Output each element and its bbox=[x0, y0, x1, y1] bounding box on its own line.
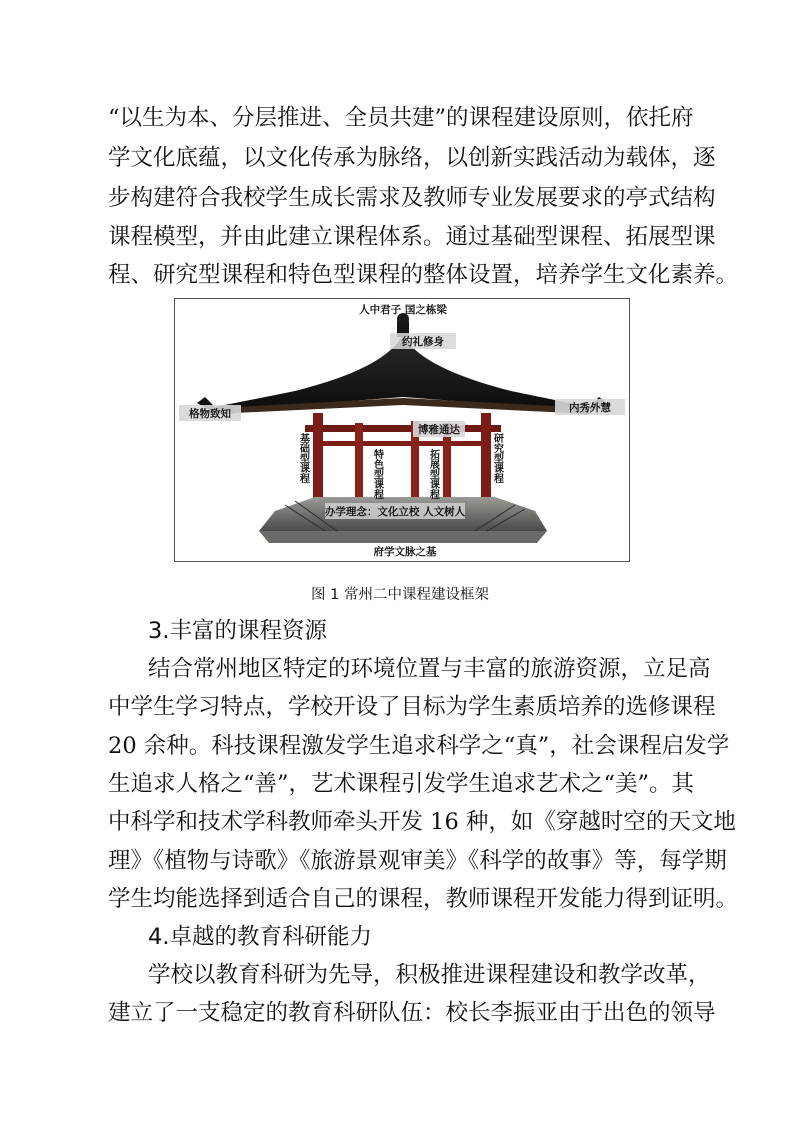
label-pillar-special: 特色型课程 bbox=[371, 449, 383, 499]
label-motto: 办学理念：文化立校 人文树人 bbox=[324, 506, 466, 518]
paragraph-line: “以生为本、分层推进、全员共建”的课程建设原则，依托府 bbox=[108, 105, 694, 131]
paragraph-line: 20 余种。科技课程激发学生追求科学之“真”，社会课程启发学 bbox=[108, 733, 730, 759]
label-beam: 博雅通达 bbox=[418, 424, 460, 436]
paragraph-line: 步构建符合我校学生成长需求及教师专业发展要求的亭式结构 bbox=[108, 185, 716, 211]
label-base: 府学文脉之基 bbox=[373, 546, 437, 558]
paragraph-line: 中学生学习特点，学校开设了目标为学生素质培养的选修课程 bbox=[108, 694, 716, 720]
paragraph-line: 课程模型，并由此建立课程体系。通过基础型课程、拓展型课 bbox=[108, 224, 716, 250]
beam bbox=[305, 425, 501, 432]
paragraph-line: 建立了一支稳定的教育科研队伍：校长李振亚由于出色的领导 bbox=[108, 1000, 716, 1026]
paragraph-line: 中科学和技术学科教师牵头开发 16 种，如《穿越时空的天文地 bbox=[108, 809, 736, 835]
pillar bbox=[481, 413, 491, 509]
label-pillar-research: 研究型课程 bbox=[491, 433, 503, 483]
paragraph-line: 学文化底蕴，以文化传承为脉络，以创新实践活动为载体，逐 bbox=[108, 145, 716, 171]
pillar bbox=[313, 413, 323, 509]
label-right: 内秀外慧 bbox=[569, 402, 611, 414]
label-pillar-basic: 基础型课程 bbox=[297, 433, 309, 483]
pavilion-illustration bbox=[175, 299, 630, 562]
paragraph-line: 学生均能选择到适合自己的课程，教师课程开发能力得到证明。 bbox=[108, 886, 739, 912]
label-top: 人中君子 国之栋梁 bbox=[359, 304, 447, 316]
paragraph-line: 生追求人格之“善”，艺术课程引发学生追求艺术之“美”。其 bbox=[108, 771, 695, 797]
figure-caption: 图 1 常州二中课程建设框架 bbox=[311, 587, 489, 603]
section-heading: 3.丰富的课程资源 bbox=[148, 618, 327, 644]
label-pillar-extended: 拓展型课程 bbox=[427, 449, 439, 499]
section-heading: 4.卓越的教育科研能力 bbox=[148, 924, 372, 950]
paragraph-line: 程、研究型课程和特色型课程的整体设置，培养学生文化素养。 bbox=[108, 262, 739, 288]
label-left: 格物致知 bbox=[189, 408, 231, 420]
course-framework-figure bbox=[174, 298, 630, 562]
paragraph-first-line: 结合常州地区特定的环境位置与丰富的旅游资源，立足高 bbox=[148, 656, 711, 682]
pillar bbox=[355, 423, 363, 509]
label-roof: 约礼修身 bbox=[402, 336, 444, 348]
paragraph-line: 理》《植物与诗歌》《旅游景观审美》《科学的故事》等，每学期 bbox=[108, 848, 727, 874]
paragraph-first-line: 学校以教育科研为先导，积极推进课程建设和教学改革， bbox=[148, 962, 711, 988]
